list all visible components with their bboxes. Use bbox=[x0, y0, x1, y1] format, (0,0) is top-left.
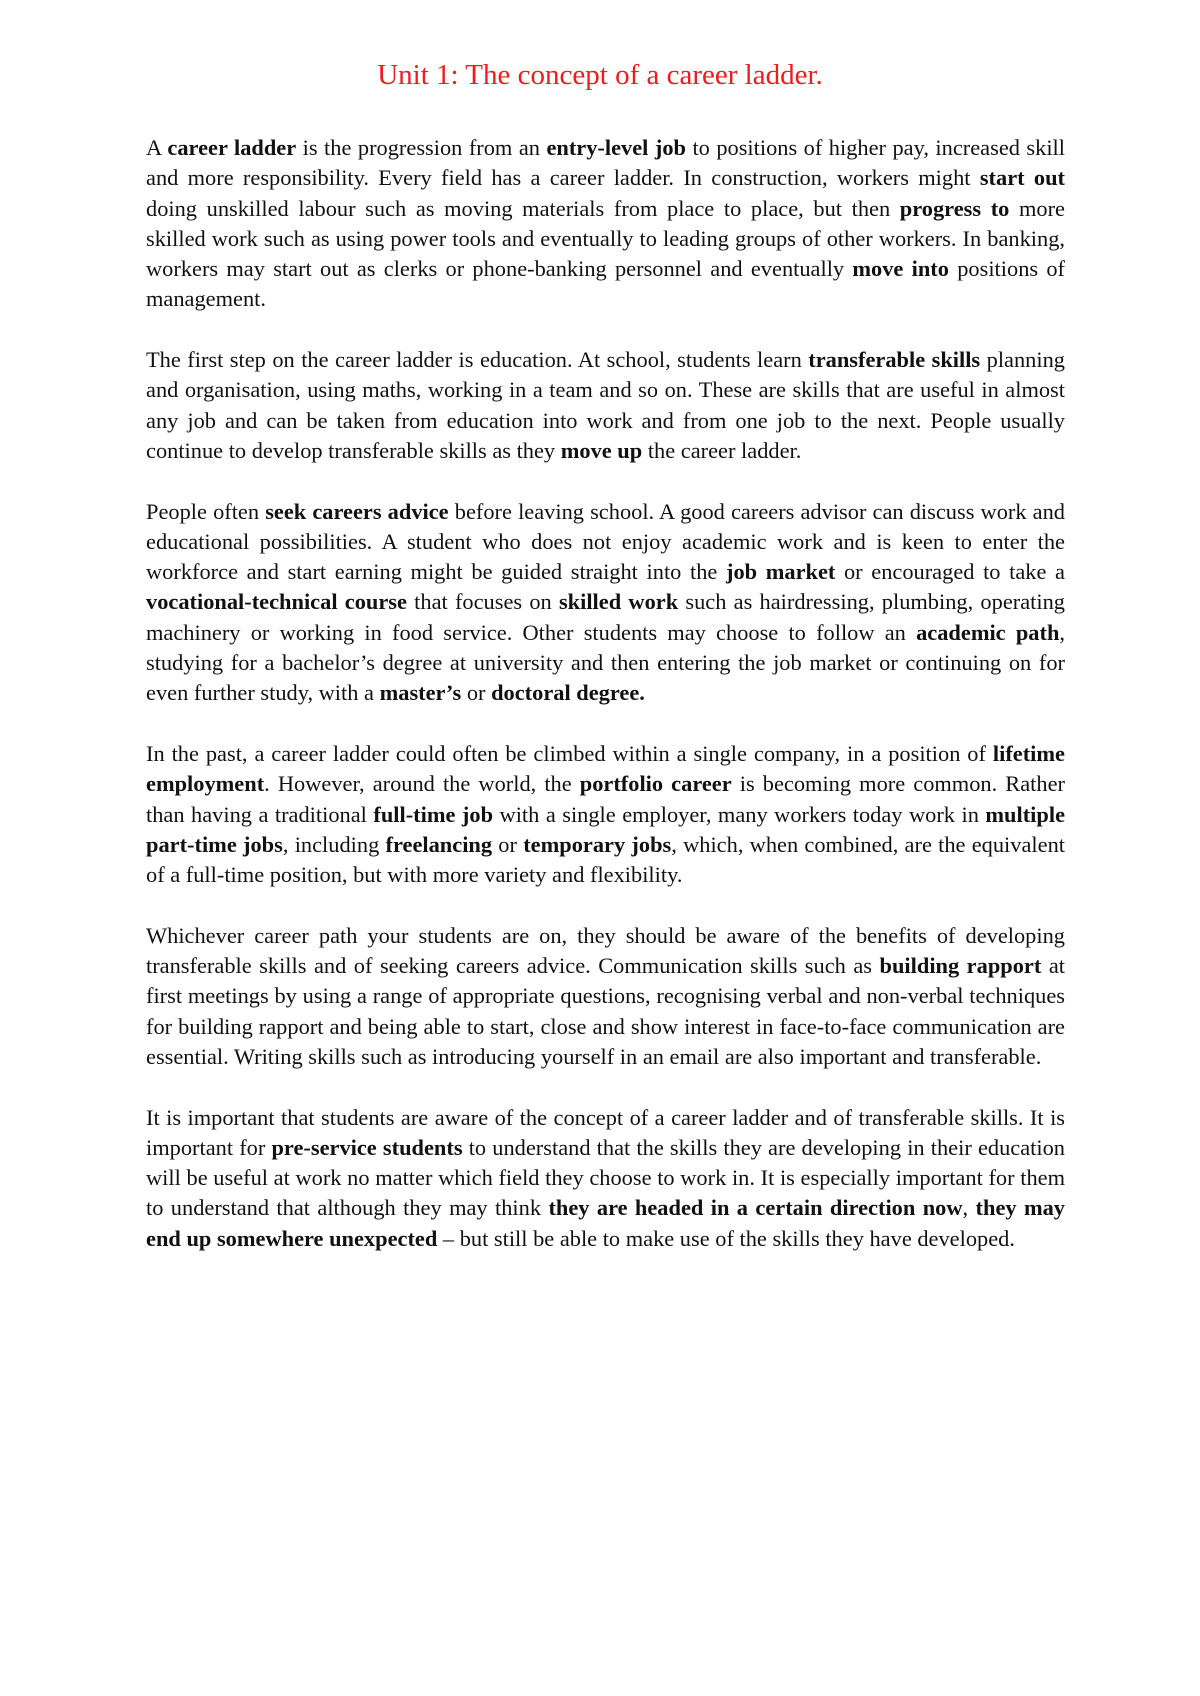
paragraph-4 bbox=[146, 739, 1065, 890]
paragraph-text: , bbox=[962, 1195, 976, 1221]
paragraph-text: In the past, a career ladder could often be climbed within a single company, in a position of bbox=[146, 740, 993, 766]
paragraph-text: – but still be able to make use of the skills they have developed. bbox=[437, 1225, 1015, 1251]
bold-term: move up bbox=[560, 437, 643, 463]
bold-term: master’s bbox=[379, 680, 462, 706]
bold-term: career ladder bbox=[167, 135, 297, 160]
paragraph-text: positions of management. bbox=[146, 256, 1066, 312]
paragraph-text: Whichever career path your students are on, they should be aware of the benefits of developing transferable skills and of seeking careers advice. Communication skills such as bbox=[146, 922, 1065, 979]
paragraph-text: . However, around the world, the bbox=[264, 771, 580, 797]
bold-term: pre-service students bbox=[271, 1134, 463, 1160]
bold-term: start out bbox=[979, 165, 1065, 191]
bold-term: lifetime employment bbox=[146, 740, 1065, 797]
bold-term: seek careers advice bbox=[265, 498, 449, 524]
paragraph-text: People often bbox=[146, 498, 266, 524]
paragraph-text: , studying for a bachelor’s degree at university and then entering the job market or continuing on for even further study, with a bbox=[146, 619, 1066, 706]
paragraph-text: doing unskilled labour such as moving materials from place to place, but then bbox=[146, 195, 900, 221]
page-title: Unit 1: The concept of a career ladder. bbox=[377, 59, 823, 91]
bold-term: transferable skills bbox=[808, 347, 981, 373]
bold-term: building rapport bbox=[879, 953, 1042, 979]
paragraph-text: before leaving school. A good careers advisor can discuss work and educational possibilities. A student who does not enjoy academic work and is keen to enter the workforce and start earning might be guided straight into the bbox=[146, 498, 1066, 585]
paragraph-1 bbox=[146, 133, 1065, 315]
bold-term: they may end up somewhere unexpected bbox=[146, 1195, 1066, 1251]
bold-term: move into bbox=[852, 256, 949, 282]
paragraph-text: such as hairdressing, plumbing, operating machinery or working in food service. Other students may choose to follow an bbox=[146, 589, 1065, 645]
paragraph-text: planning and organisation, using maths, working in a team and so on. These are skills that are useful in almost any job and can be taken from education into work and from one job to the next. People usually continue to develop transferable skills as they bbox=[146, 347, 1065, 463]
paragraph-text: to positions of higher pay, increased skill and more responsibility. Every field has a career ladder. In construction, workers might bbox=[146, 135, 1065, 191]
document-body bbox=[146, 133, 1065, 1284]
bold-term: temporary jobs bbox=[523, 831, 672, 857]
paragraph-text: A bbox=[146, 135, 168, 160]
paragraph-text: , including bbox=[282, 831, 386, 857]
paragraph-text: is becoming more common. Rather than having a traditional bbox=[146, 771, 1065, 827]
paragraph-text: to understand that the skills they are developing in their education will be useful at work no matter which field they choose to work in. It is especially important for them to understand that although they may think bbox=[146, 1134, 1065, 1221]
bold-term: entry-level job bbox=[546, 135, 686, 160]
bold-term: full-time job bbox=[373, 801, 494, 827]
paragraph-text: or bbox=[492, 831, 524, 857]
paragraph-text: It is important that students are aware of the concept of a career ladder and of transferable skills. It is important for bbox=[146, 1104, 1065, 1160]
paragraph-text: with a single employer, many workers today work in bbox=[493, 801, 986, 827]
paragraph-text: at first meetings by using a range of appropriate questions, recognising verbal and non-verbal techniques for building rapport and being able to start, close and show interest in face-to-face communication are essential. Writing skills such as introducing yourself in an email are also important and transferable. bbox=[146, 953, 1065, 1069]
bold-term: freelancing bbox=[385, 831, 493, 857]
paragraph-text: , which, when combined, are the equivalent of a full-time position, but with more variety and flexibility. bbox=[146, 831, 1065, 888]
paragraph-text: The first step on the career ladder is education. At school, students learn bbox=[146, 347, 809, 373]
bold-term: academic path bbox=[916, 619, 1060, 645]
paragraph-text: that focuses on bbox=[406, 589, 559, 615]
paragraph-text: or encouraged to take a bbox=[835, 559, 1065, 585]
bold-term: skilled work bbox=[558, 589, 679, 615]
paragraph-6 bbox=[146, 1103, 1065, 1254]
bold-term: progress to bbox=[899, 195, 1010, 221]
paragraph-text: the career ladder. bbox=[642, 437, 802, 463]
paragraph-text: is the progression from an bbox=[296, 135, 547, 160]
paragraph-2 bbox=[146, 345, 1065, 466]
paragraph-text: or bbox=[461, 680, 492, 706]
bold-term: job market bbox=[725, 559, 836, 585]
bold-term: doctoral degree. bbox=[491, 680, 645, 706]
bold-term: multiple part-time jobs bbox=[146, 801, 1066, 857]
paragraph-5 bbox=[146, 921, 1065, 1072]
bold-term: they are headed in a certain direction now bbox=[548, 1195, 963, 1221]
bold-term: vocational-technical course bbox=[146, 589, 407, 615]
paragraph-text: more skilled work such as using power tools and eventually to leading groups of other workers. In banking, workers may start out as clerks or phone-banking personnel and eventually bbox=[146, 195, 1065, 282]
paragraph-3 bbox=[146, 497, 1065, 709]
bold-term: portfolio career bbox=[579, 771, 732, 797]
